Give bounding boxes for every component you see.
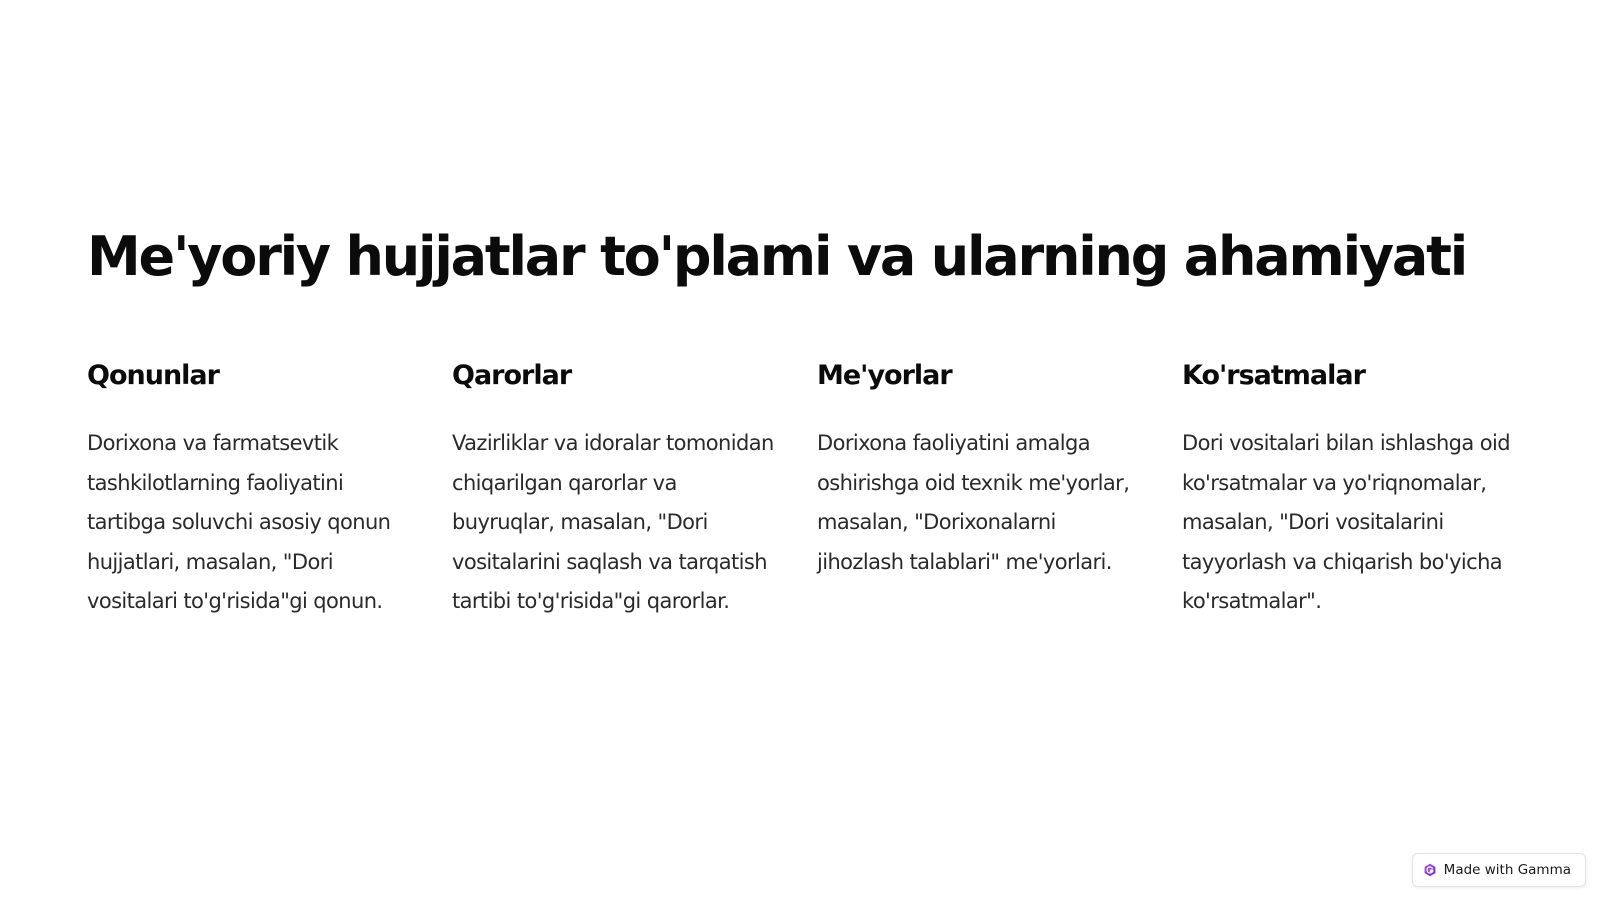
column-qarorlar: [452, 356, 782, 622]
column-text: Dorixona faoliyatini amalga oshirishga oid texnik me'yorlar, masalan, "Dorixonalarni jihozlash talablari" me'yorlari.: [817, 431, 1130, 574]
column-heading: Me'yorlar: [817, 360, 952, 391]
column-text: Vazirliklar va idoralar tomonidan chiqarilgan qarorlar va buyruqlar, masalan, "Dori vositalarini saqlash va tarqatish tartibi to'g'risida"gi qarorlar.: [452, 431, 774, 613]
columns-section: [87, 356, 1527, 676]
column-heading: Qonunlar: [87, 360, 219, 391]
badge-label: Made with Gamma: [1443, 862, 1571, 878]
made-with-gamma-badge[interactable]: [1412, 853, 1586, 887]
column-text: Dori vositalari bilan ishlashga oid ko'rsatmalar va yo'riqnomalar, masalan, "Dori vositalarini tayyorlash va chiqarish bo'yicha ko'rsatmalar".: [1182, 431, 1510, 613]
column-meyorlar: [817, 356, 1147, 582]
slide-title: Me'yoriy hujjatlar to'plami va ularning ahamiyati: [87, 225, 1467, 288]
column-text: Dorixona va farmatsevtik tashkilotlarning faoliyatini tartibga soluvchi asosiy qonun hujjatlari, masalan, "Dori vositalari to'g'risida"gi qonun.: [87, 431, 391, 613]
gamma-logo-icon: [1423, 863, 1437, 877]
column-korsatmalar: [1182, 356, 1512, 622]
column-heading: Qarorlar: [452, 360, 572, 391]
column-qonunlar: [87, 356, 417, 622]
column-heading: Ko'rsatmalar: [1182, 360, 1365, 391]
